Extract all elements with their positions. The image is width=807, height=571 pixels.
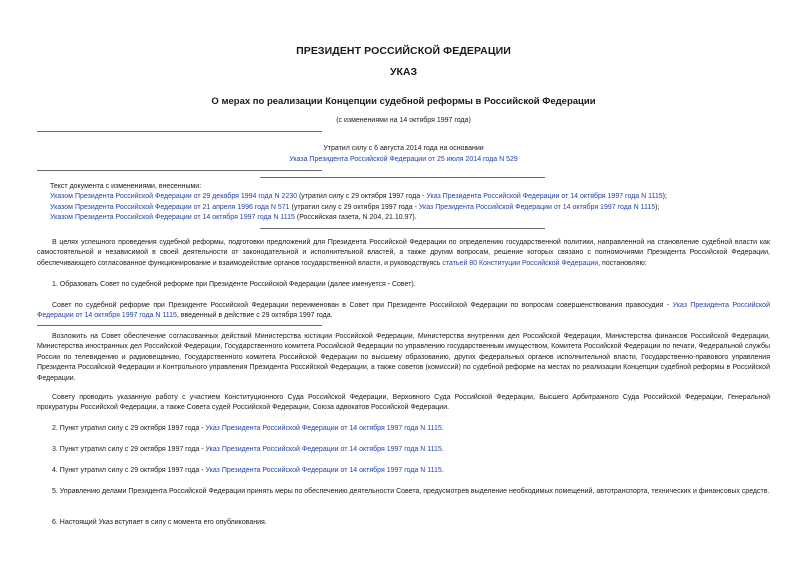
amendment-link[interactable]: Указом Президента Российской Федерации от 21 апреля 1996 года N 571: [50, 203, 290, 211]
amendment-text: );: [655, 203, 660, 211]
item-2: [37, 424, 770, 434]
divider: [260, 228, 545, 229]
document-type: УКАЗ: [389, 66, 418, 78]
amendment-link[interactable]: Указом Президента Российской Федерации от 29 декабря 1994 года N 2230: [50, 193, 298, 201]
item-3: [37, 445, 770, 455]
period: .: [441, 467, 444, 474]
lost-force-line: [0, 156, 807, 163]
period: .: [441, 446, 444, 453]
amendment-line: [50, 213, 770, 223]
item-2-text: 2. Пункт утратил силу с 29 октября 1997 года -: [52, 425, 206, 432]
divider: [37, 170, 322, 171]
item-4: [37, 466, 770, 476]
rename-note-tail: , введенный в действие с 29 октября 1997 года.: [176, 312, 333, 320]
lost-force-text: Утратил силу с 6 августа 2014 года на основании: [323, 145, 484, 152]
item-5: [37, 487, 770, 497]
lost-force-link[interactable]: Указа Президента Российской Федерации от 25 июля 2014 года N 529: [289, 156, 518, 163]
amendment-line: [50, 203, 770, 213]
item-4-text: 4. Пункт утратил силу с 29 октября 1997 года -: [52, 467, 206, 474]
amendment-text: (утратил силу с 29 октября 1997 года -: [289, 203, 419, 211]
preamble-text: В целях успешного проведения судебной реформы, подготовки предложений для Президента Российской Федерации по определению государственной политики, направленной на становление судебной власти как самостоятельной и независимой в своей деятельности от законодательной и исполнительной властей, а также другим вопросам, решение которых связано с полномочиями Президента Российской Федерации, обеспечивающего согласованное функционирование и взаимодействие органов государственной власти, и руководствуясь: [37, 239, 770, 267]
work-text: Совету проводить указанную работу с участием Конституционного Суда Российской Федерации, Верховного Суда Российской Федерации, Высшего Арбитражного Суда Российской Федерации, Генеральной прокуратуры Российской Федерации, а также Совета судей Российской Федерации, Союза адвокатов Российской Федерации.: [37, 394, 770, 412]
constitution-link[interactable]: статьей 80 Конституции Российской Федерации: [442, 259, 599, 267]
item-6: [37, 518, 770, 528]
period: .: [441, 425, 444, 432]
amendment-line: [50, 192, 770, 202]
item-5-text: 5. Управлению делами Президента Российской Федерации принять меры по обеспечению деятельности Совета, предусмотрев выделение необходимых помещений, автотранспорта, технических и финансовых средств.: [52, 488, 770, 495]
item-1-text: 1. Образовать Совет по судебной реформе при Президенте Российской Федерации (далее именуется - Совет).: [52, 281, 416, 288]
amendment-link[interactable]: Указом Президента Российской Федерации от 14 октября 1997 года N 1115: [50, 214, 295, 222]
preamble-tail: , постановляю:: [598, 259, 647, 267]
divider: [260, 177, 545, 178]
amendment-text: );: [662, 193, 667, 201]
tasks-paragraph: [37, 332, 770, 384]
work-paragraph: [37, 393, 770, 414]
document-subject: О мерах по реализации Концепции судебной реформы в Российской Федерации: [211, 96, 596, 107]
amendment-link[interactable]: Указ Президента Российской Федерации от 14 октября 1997 года N 1115: [426, 193, 663, 201]
item-3-link[interactable]: Указ Президента Российской Федерации от 14 октября 1997 года N 1115: [205, 446, 442, 453]
issuer-title: ПРЕЗИДЕНТ РОССИЙСКОЙ ФЕДЕРАЦИИ: [296, 45, 511, 57]
rename-note-text: Совет по судебной реформе при Президенте Российской Федерации переименован в Совет при Президенте Российской Федерации по вопросам совершенствования правосудия -: [52, 302, 673, 309]
amended-note: (с изменениями на 14 октября 1997 года): [336, 117, 471, 124]
divider: [37, 325, 322, 326]
item-6-text: 6. Настоящий Указ вступает в силу с момента его опубликования.: [52, 519, 267, 526]
preamble-paragraph: [37, 238, 770, 269]
rename-note: [37, 301, 770, 322]
amendments-intro: Текст документа с изменениями, внесенными:: [50, 183, 202, 190]
item-3-text: 3. Пункт утратил силу с 29 октября 1997 года -: [52, 446, 206, 453]
item-1: [37, 280, 770, 290]
amendment-text: (Российская газета, N 204, 21.10.97).: [294, 214, 417, 222]
tasks-text: Возложить на Совет обеспечение согласованных действий Министерства юстиции Российской Федерации, Министерства внутренних дел Российской Федерации, Министерства финансов Российской Федерации, Министерства иностранных дел Российской Федерации, Государственного комитета Российской Федерации по управлению государственным имуществом, Комитета Российской Федерации по печати, Федеральной службы России по телевидению и радиовещанию, Государственного комитета Российской Федерации по высшему образованию, других федеральных органов исполнительной власти, Государственно-правового управления Президента Российской Федерации и Контрольного управления Президента Российской Федерации, а также советов (комиссий) по судебной реформе на местах по реализации Концепции судебной реформы в Российской Федерации.: [37, 333, 770, 382]
divider: [37, 131, 322, 132]
amendment-link[interactable]: Указ Президента Российской Федерации от 14 октября 1997 года N 1115: [418, 203, 656, 211]
item-2-link[interactable]: Указ Президента Российской Федерации от 14 октября 1997 года N 1115: [205, 425, 442, 432]
amendment-text: (утратил силу с 29 октября 1997 года -: [297, 193, 427, 201]
rename-note-link[interactable]: Указ Президента Российской Федерации от 14 октября 1997 года N 1115: [37, 302, 770, 320]
item-4-link[interactable]: Указ Президента Российской Федерации от 14 октября 1997 года N 1115: [205, 467, 442, 474]
amendments-block: [50, 182, 770, 224]
